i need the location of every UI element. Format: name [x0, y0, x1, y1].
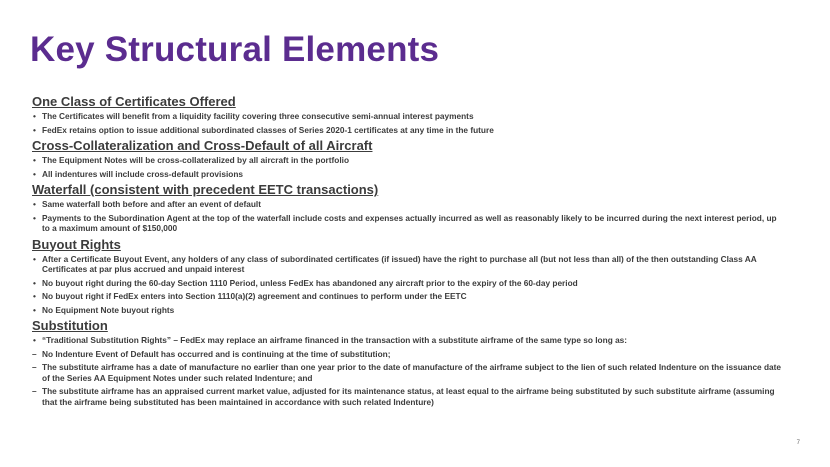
- bullet-list: [32, 155, 782, 179]
- section-heading: Buyout Rights: [32, 236, 121, 252]
- sub-list-item: – No Indenture Event of Default has occurred and is continuing at the time of substitution;: [32, 349, 782, 360]
- sub-list-item: – The substitute airframe has a date of manufacture no earlier than one year prior to the date of manufacture of the airframe subject to the lien of such related Indenture on the issuance date of the Series AA Equipment Notes under such related Indenture; and: [32, 362, 782, 383]
- list-item: • FedEx retains option to issue additional subordinated classes of Series 2020-1 certificates at any time in the future: [32, 125, 782, 136]
- list-item: • No buyout right if FedEx enters into Section 1110(a)(2) agreement and continues to perform under the EETC: [32, 291, 782, 302]
- section-waterfall: [32, 182, 782, 234]
- bullet-list: [32, 254, 782, 316]
- section-heading: Substitution: [32, 318, 108, 333]
- bullet-list: [32, 199, 782, 234]
- section-substitution: [32, 318, 782, 407]
- bullet-list: [32, 111, 782, 135]
- content-body: [32, 92, 782, 410]
- list-item: • Payments to the Subordination Agent at the top of the waterfall include costs and expenses actually incurred as well as reasonably likely to be incurred during the next interest period, up to a maximum amount of $150,000: [32, 213, 782, 234]
- list-item: • The Equipment Notes will be cross-collateralized by all aircraft in the portfolio: [32, 155, 782, 166]
- list-item: • “Traditional Substitution Rights” – FedEx may replace an airframe financed in the transaction with a substitute airframe of the same type so long as:: [32, 335, 782, 346]
- list-item: • The Certificates will benefit from a liquidity facility covering three consecutive semi-annual interest payments: [32, 111, 782, 122]
- bullet-list: [32, 335, 782, 407]
- page-number: 7: [796, 440, 800, 446]
- section-heading: Waterfall (consistent with precedent EETC transactions): [32, 182, 379, 197]
- list-item: • No buyout right during the 60-day Section 1110 Period, unless FedEx has abandoned any aircraft prior to the expiry of the 60-day period: [32, 278, 782, 289]
- list-item: • No Equipment Note buyout rights: [32, 305, 782, 316]
- section-heading: Cross-Collateralization and Cross-Default of all Aircraft: [32, 138, 373, 153]
- page-title: Key Structural Elements: [30, 30, 440, 69]
- section-buyout-rights: [32, 237, 782, 316]
- sub-list-item: – The substitute airframe has an appraised current market value, adjusted for its maintenance status, at least equal to the airframe being substituted by such substitute airframe (assuming that the airframe being substituted has been maintained in accordance with such related Indenture): [32, 386, 782, 407]
- list-item: • After a Certificate Buyout Event, any holders of any class of subordinated certificates (if issued) have the right to purchase all (but not less than all) of the then outstanding Class AA Certificates at par plus accrued and unpaid interest: [32, 254, 782, 275]
- list-item: • All indentures will include cross-default provisions: [32, 169, 782, 180]
- list-item: • Same waterfall both before and after an event of default: [32, 199, 782, 210]
- section-cross-collateralization: [32, 138, 782, 179]
- section-heading: One Class of Certificates Offered: [32, 94, 236, 109]
- section-one-class: [32, 94, 782, 135]
